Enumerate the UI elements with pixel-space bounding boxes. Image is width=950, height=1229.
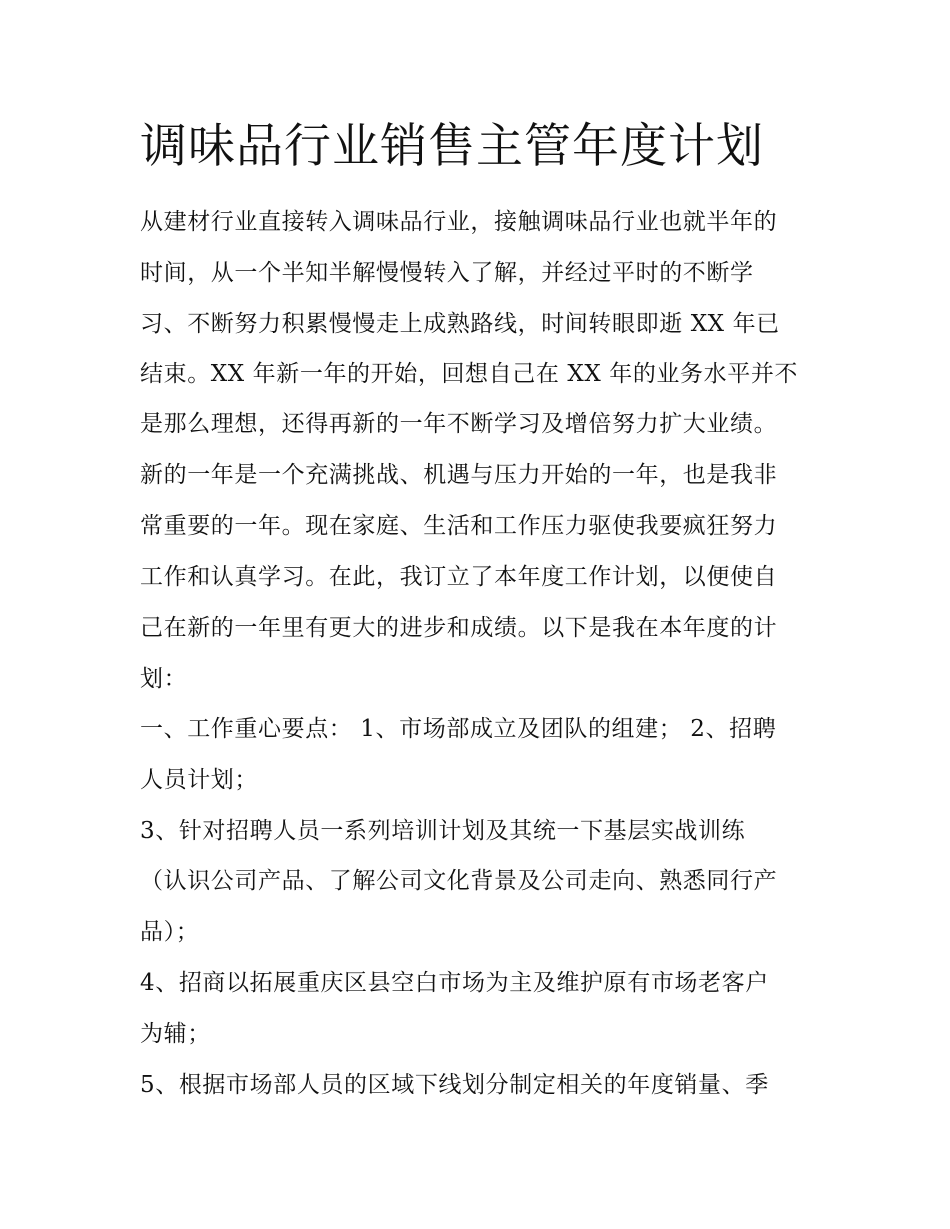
body-line: 习、不断努力积累慢慢走上成熟路线，时间转眼即逝 XX 年已 bbox=[140, 311, 780, 337]
body-line: 时间，从一个半知半解慢慢转入了解，并经过平时的不断学 bbox=[140, 260, 754, 286]
body-line: 从建材行业直接转入调味品行业，接触调味品行业也就半年的 bbox=[140, 209, 778, 235]
body-line: 人员计划； bbox=[140, 767, 258, 793]
body-line: （认识公司产品、了解公司文化背景及公司走向、熟悉同行产 bbox=[140, 868, 778, 894]
body-line: 新的一年是一个充满挑战、机遇与压力开始的一年，也是我非 bbox=[140, 462, 778, 488]
body-line: 品）； bbox=[140, 919, 200, 945]
body-line: 为辅； bbox=[140, 1021, 211, 1047]
body-line: 是那么理想，还得再新的一年不断学习及增倍努力扩大业绩。 bbox=[140, 411, 778, 437]
body-line: 结束。XX 年新一年的开始，回想自己在 XX 年的业务水平并不 bbox=[140, 361, 799, 387]
body-line: 一、工作重心要点： 1、市场部成立及团队的组建； 2、招聘 bbox=[140, 716, 777, 742]
document-title: 调味品行业销售主管年度计划 bbox=[140, 119, 764, 174]
body-line: 4、招商以拓展重庆区县空白市场为主及维护原有市场老客户 bbox=[140, 970, 769, 996]
body-line: 5、根据市场部人员的区域下线划分制定相关的年度销量、季 bbox=[140, 1072, 769, 1098]
body-line: 工作和认真学习。在此，我订立了本年度工作计划，以便使自 bbox=[140, 564, 778, 590]
body-line: 常重要的一年。现在家庭、生活和工作压力驱使我要疯狂努力 bbox=[140, 513, 778, 539]
body-line: 划： bbox=[140, 666, 188, 692]
body-line: 3、针对招聘人员一系列培训计划及其统一下基层实战训练 bbox=[140, 818, 746, 844]
body-line: 己在新的一年里有更大的进步和成绩。以下是我在本年度的计 bbox=[140, 615, 778, 641]
